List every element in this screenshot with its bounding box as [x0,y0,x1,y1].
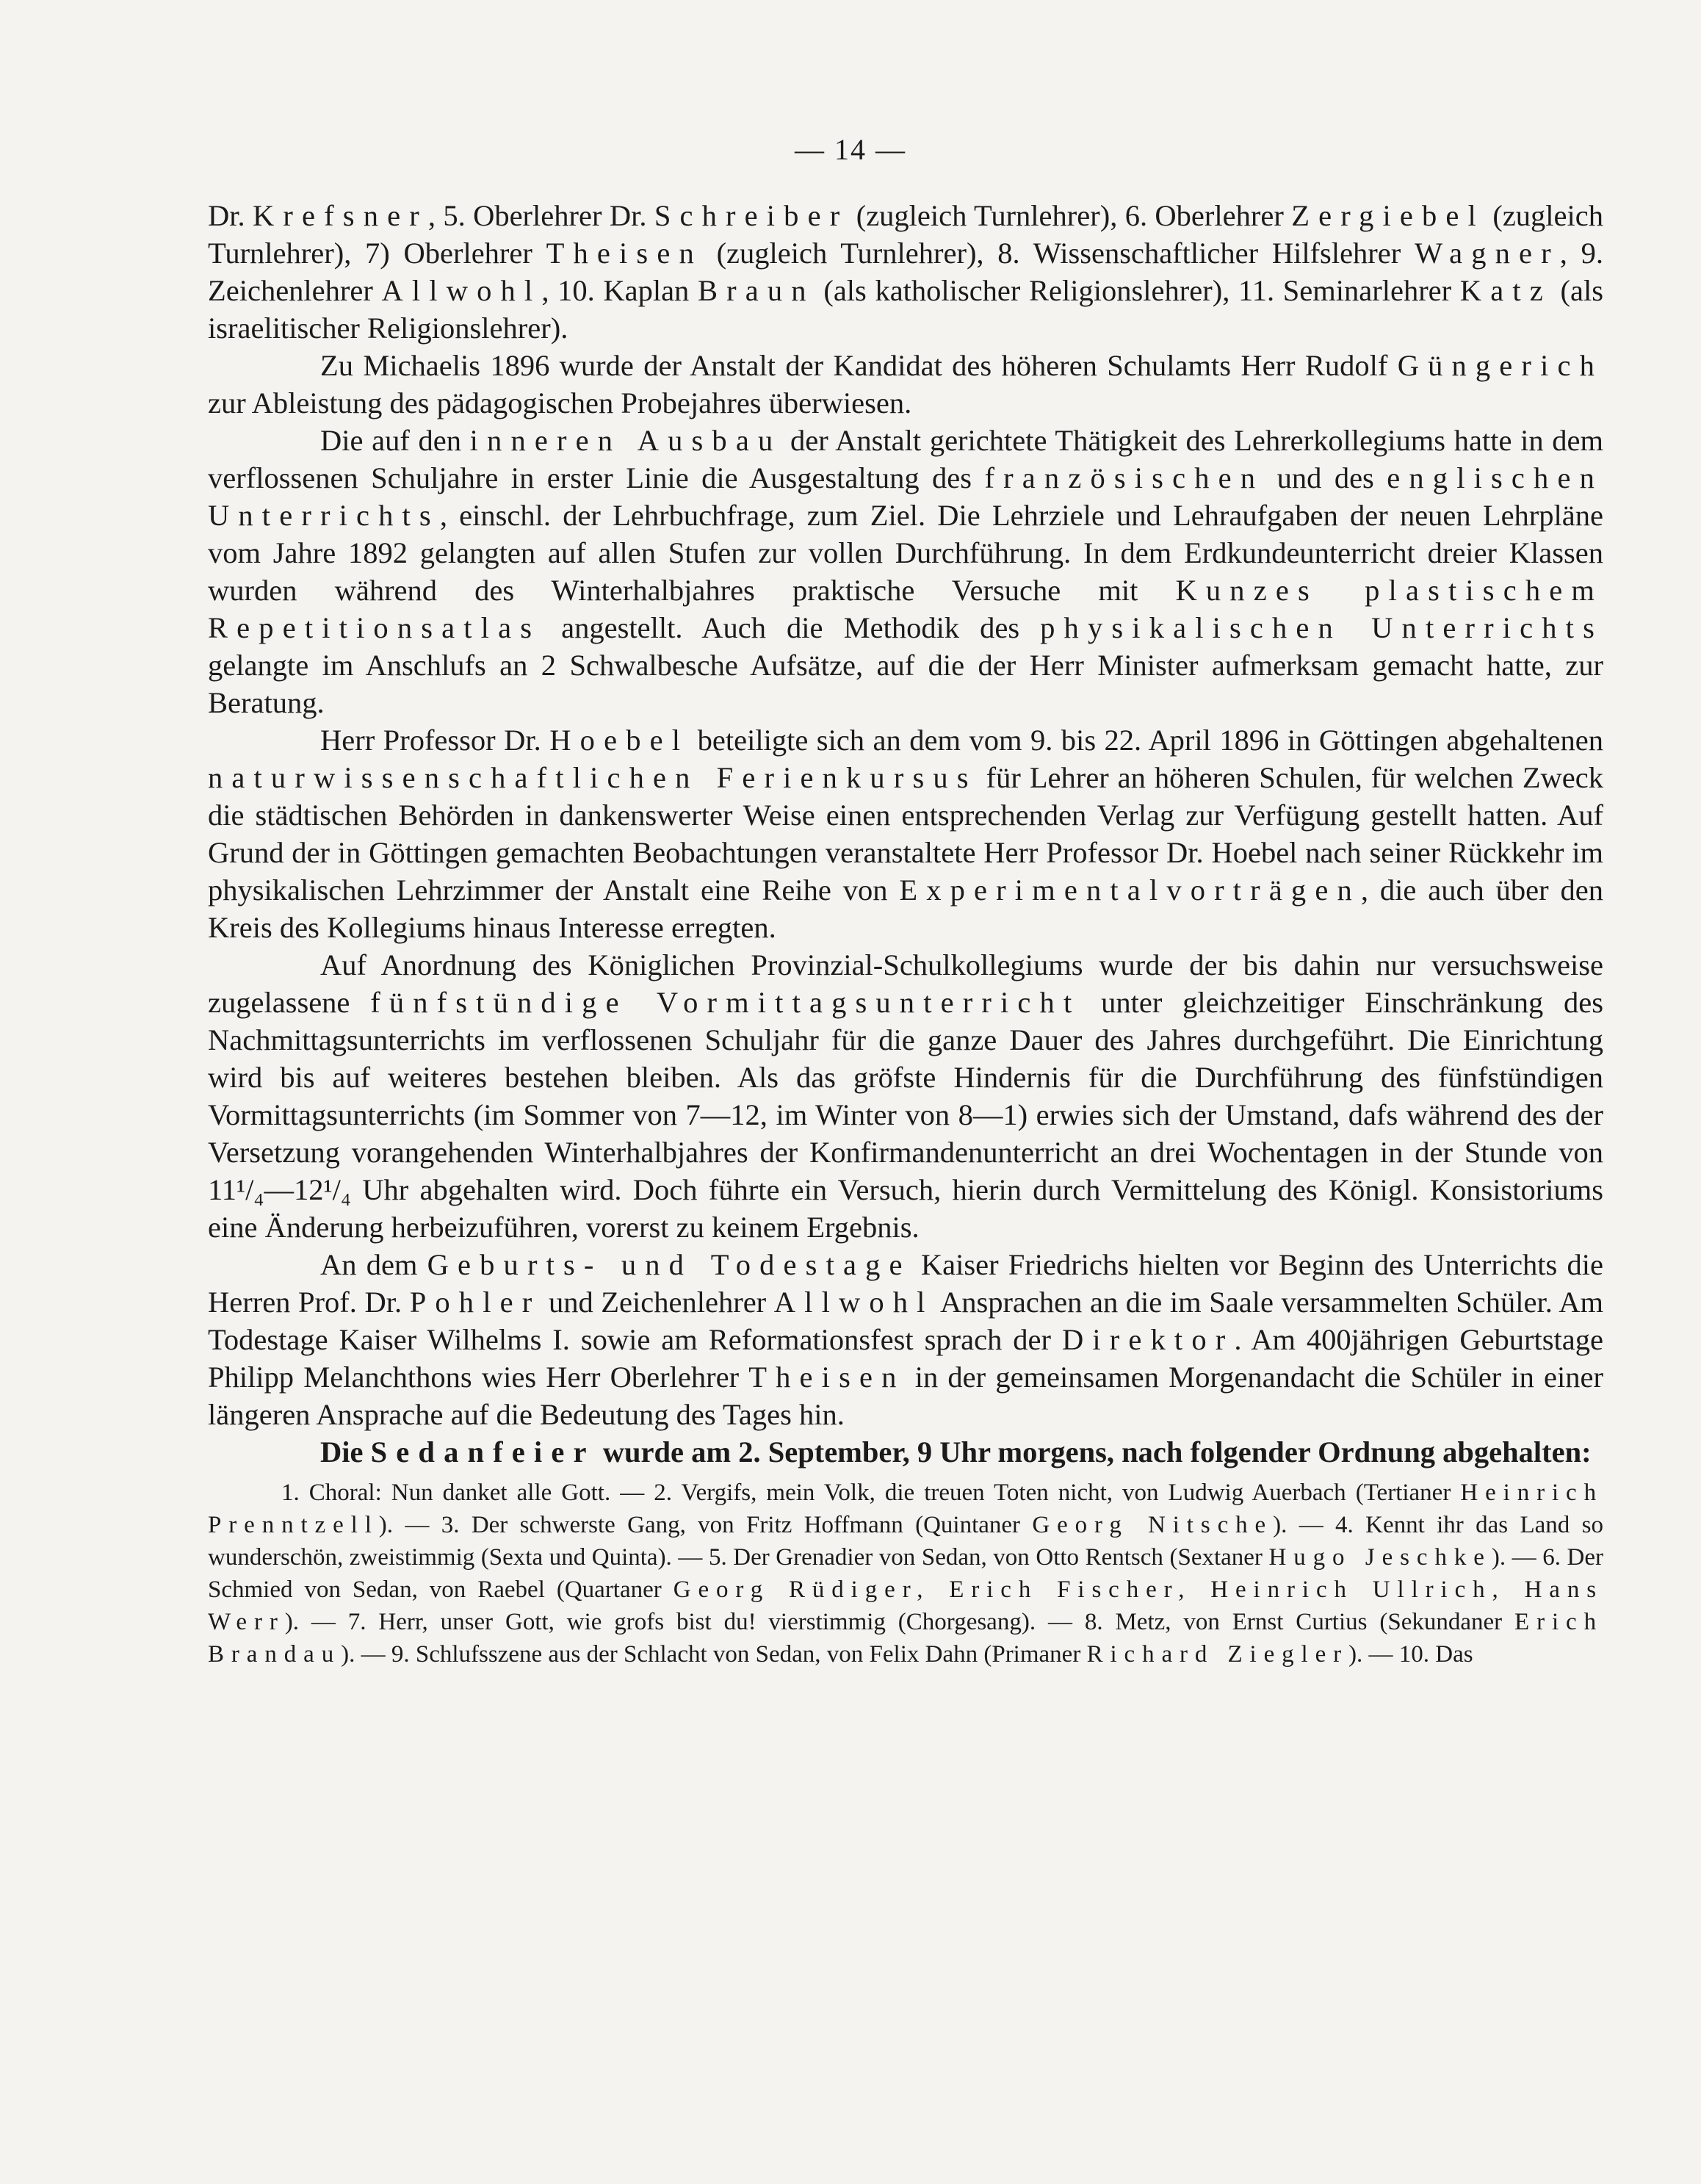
candidate-name: Güngerich [1397,349,1603,382]
teacher-name: Krefsner [252,199,428,232]
teacher-name: Katz [1459,274,1552,307]
emphasis-term: fünfstündige Vormittagsunterricht [370,986,1081,1019]
teacher-name: Schreiber [654,199,849,232]
paragraph-probejahr: Zu Michaelis 1896 wurde der Anstalt der Kandidat des höheren Schulamts Herr Rudolf Güngerich zur Ableistung des pädagogischen Probejahres überwiesen. [208,349,1603,419]
teacher-name: Theisen [748,1361,906,1394]
emphasis-term: physikalischen Unterrichts [1040,611,1603,644]
teacher-name: Hoebel [549,724,690,757]
paragraph-gedenktage: An dem Geburts- und Todestage Kaiser Friedrichs hielten vor Beginn des Unterrichts die Herren Prof. Dr. Pohler und Zeichenlehrer Allwohl Ansprachen an die im Saale versammelten Schüler. Am Todestage Kaiser Wilhelms I. sowie am Reformationsfest sprach der Direktor. Am 400jährigen Geburtstage Philipp Melanchthons wies Herr Oberlehrer Theisen in der gemeinsamen Morgenandacht die Schüler in einer längeren Ansprache auf die Bedeutung des Tages hin. [208,1248,1603,1431]
emphasis-term: Geburts- und Todestage [427,1248,911,1281]
emphasis-term: Experimentalvorträgen [899,873,1361,907]
paragraph-sedanfeier: Die Sedanfeier wurde am 2. September, 9 Uhr morgens, nach folgender Ordnung abgehalten: [320,1435,1592,1468]
student-name: Erich Brandau [208,1609,1603,1668]
teacher-name: Pohler [409,1286,541,1319]
emphasis-term: englischen Unterrichts [208,461,1603,532]
paragraph-inner-development: Die auf den inneren Ausbau der Anstalt gerichtete Thätigkeit des Lehrerkollegiums hatte in dem verflossenen Schuljahre in erster Linie die Ausgestaltung des französischen und des englischen Unterrichts, einschl. der Lehrbuchfrage, zum Ziel. Die Lehrziele und Lehraufgaben der neuen Lehrpläne vom Jahre 1892 gelangten auf allen Stufen zur vollen Durchführung. In dem Erdkundeunterricht dreier Klassen wurden während des Winterhalbjahres praktische Versuche mit Kunzes plastischem Repetitionsatlas angestellt. Auch die Methodik des physikalischen Unterrichts gelangte im Anschlufs an 2 Schwalbesche Aufsätze, auf die der Herr Minister aufmerksam gemacht hatte, zur Beratung. [208,424,1603,719]
teacher-name: Allwohl [381,274,542,307]
emphasis-term: Sedanfeier [370,1435,596,1468]
body-text [208,197,1603,2136]
teacher-name: Direktor [1061,1323,1235,1356]
paragraph-vormittagsunterricht: Auf Anordnung des Königlichen Provinzial-Schulkollegiums wurde der bis dahin nur versuchsweise zugelassene fünfstündige Vormittagsunterricht unter gleichzeitiger Einschränkung des Nachmittagsunterrichts im verflossenen Schuljahr für die ganze Dauer des Jahres durchgeführt. Die Einrichtung wird bis auf weiteres bestehen bleiben. Als das gröfste Hindernis für die Durchführung des fünfstündigen Vormittagsunterrichts (im Sommer von 7—12, im Winter von 8—1) erwies sich der Umstand, dafs während des der Versetzung vorangehenden Winterhalbjahres der Konfirmandenunterricht an drei Wochentagen in der Stunde von 11¹/₄—12¹/₄ Uhr abgehalten wird. Doch führte ein Versuch, hierin durch Vermittelung des Königl. Konsistoriums eine Änderung herbeizuführen, vorerst zu keinem Ergebnis. [208,948,1603,1244]
teacher-name: Zergiebel [1291,199,1485,232]
teacher-name: Braun [697,274,815,307]
student-name: Georg Rüdiger, Erich Fischer, Heinrich Ullrich, Hans Werr [208,1576,1603,1635]
student-name: Hugo Jeschke [1268,1544,1492,1571]
emphasis-term: inneren Ausbau [469,424,782,457]
student-name: Heinrich Prenntzell [208,1480,1603,1538]
page-number: — 14 — [795,133,906,166]
teacher-name: Wagner [1414,237,1560,270]
paragraph-ferienkursus: Herr Professor Dr. Hoebel beteiligte sich an dem vom 9. bis 22. April 1896 in Göttingen abgehaltenen naturwissenschaftlichen Ferienkursus für Lehrer an höheren Schulen, für welchen Zweck die städtischen Behörden in dankenswerter Weise einen entsprechenden Verlag zur Verfügung gestellt hatten. Auf Grund der in Göttingen gemachten Beobachtungen veranstaltete Herr Professor Dr. Hoebel nach seiner Rückkehr im physikalischen Lehrzimmer der Anstalt eine Reihe von Experimentalvorträgen, die auch über den Kreis des Kollegiums hinaus Interesse erregten. [208,724,1603,944]
teacher-name: Allwohl [773,1286,934,1319]
student-name: Richard Ziegler [1086,1641,1349,1668]
paragraph-staff-list: Dr. Krefsner, 5. Oberlehrer Dr. Schreiber (zugleich Turnlehrer), 6. Oberlehrer Zergiebel (zugleich Turnlehrer), 7) Oberlehrer Theisen (zugleich Turnlehrer), 8. Wissenschaftlicher Hilfslehrer Wagner, 9. Zeichenlehrer Allwohl, 10. Kaplan Braun (als katholischer Religionslehrer), 11. Seminarlehrer Katz (als israelitischer Religionslehrer). [208,199,1603,345]
emphasis-term: französischen [984,461,1265,494]
emphasis-term: Kunzes plastischem Repetitionsatlas [208,574,1603,644]
student-name: Georg Nitsche [1032,1512,1274,1538]
emphasis-term: naturwissenschaftlichen Ferienkursus [208,761,978,794]
teacher-name: Theisen [546,237,703,270]
paragraph-program: 1. Choral: Nun danket alle Gott. — 2. Vergifs, mein Volk, die treuen Toten nicht, von Ludwig Auerbach (Tertianer Heinrich Prenntzell). — 3. Der schwerste Gang, von Fritz Hoffmann (Quintaner Georg Nitsche). — 4. Kennt ihr das Land so wunderschön, zweistimmig (Sexta und Quinta). — 5. Der Grenadier von Sedan, von Otto Rentsch (Sextaner Hugo Jeschke). — 6. Der Schmied von Sedan, von Raebel (Quartaner Georg Rüdiger, Erich Fischer, Heinrich Ullrich, Hans Werr). — 7. Herr, unser Gott, wie grofs bist du! vierstimmig (Chorgesang). — 8. Metz, von Ernst Curtius (Sekundaner Erich Brandau). — 9. Schlufsszene aus der Schlacht von Sedan, von Felix Dahn (Primaner Richard Ziegler). — 10. Das [208,1480,1603,1668]
